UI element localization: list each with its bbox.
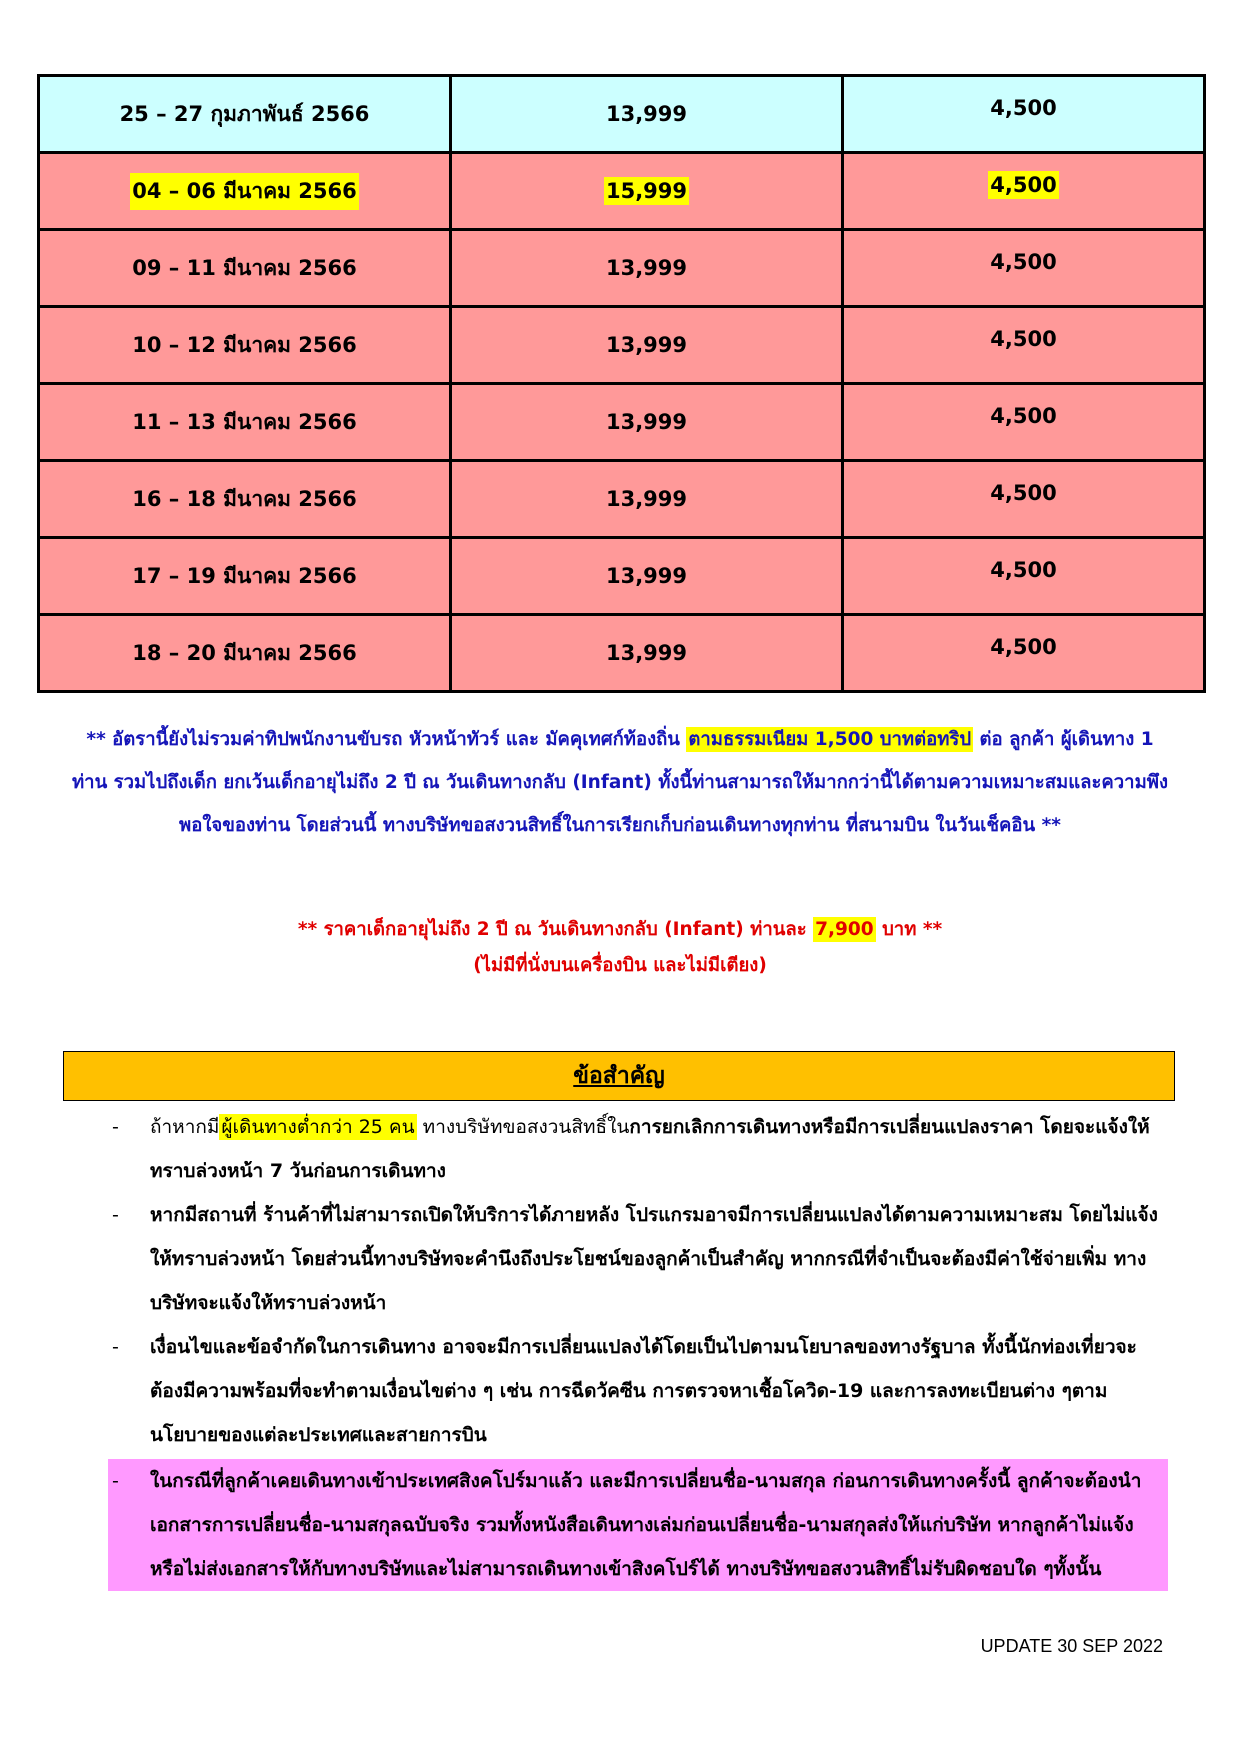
extra-charge-value: 4,500 <box>990 481 1057 505</box>
extra-charge-value: 4,500 <box>990 327 1057 351</box>
extra-charge-value: 4,500 <box>990 404 1057 428</box>
travel-date-cell <box>39 615 451 692</box>
bullet-dash: - <box>112 1470 119 1492</box>
travel-date-cell <box>39 461 451 538</box>
extra-charge-cell <box>843 461 1205 538</box>
price-value: 13,999 <box>605 641 688 665</box>
price-value: 13,999 <box>605 564 688 588</box>
travel-date: 10 – 12 มีนาคม 2566 <box>132 332 357 357</box>
travel-date: 16 – 18 มีนาคม 2566 <box>132 486 357 511</box>
important-item-2 <box>108 1193 1168 1325</box>
tip-note <box>70 718 1170 847</box>
travel-date: 25 – 27 กุมภาพันธ์ 2566 <box>119 101 370 126</box>
bullet-dash: - <box>112 1116 119 1138</box>
extra-charge-cell <box>843 76 1205 153</box>
price-cell <box>451 307 843 384</box>
extra-charge-cell <box>843 538 1205 615</box>
important-item-1 <box>108 1105 1168 1193</box>
important-item-3 <box>108 1325 1168 1457</box>
tip-note-highlight: ตามธรรมเนียม 1,500 บาทต่อทริป <box>688 729 972 750</box>
price-cell <box>451 76 843 153</box>
tip-note-part2: ต่อ ลูกค้า ผู้เดินทาง 1 ท่าน รวมไปถึงเด็ก ยกเว้นเด็กอายุไม่ถึง 2 ปี ณ วันเดินทางกลับ (Infant) ทั้งนี้ท่านสามารถให้มากกว่านี้ได้ตามความเหมาะสมและความพึงพอใจของท่าน โดยส่วนนี้ ทางบริษัทขอสงวนสิทธิ์ในการเรียกเก็บก่อนเดินทางทุกท่าน ที่สนามบิน ในวันเช็คอิน ** <box>71 729 1168 836</box>
extra-charge-cell <box>843 384 1205 461</box>
travel-date: 18 – 20 มีนาคม 2566 <box>132 640 357 665</box>
important-list <box>108 1105 1168 1591</box>
price-value: 15,999 <box>605 179 688 203</box>
extra-charge-cell <box>843 230 1205 307</box>
travel-date-cell <box>39 230 451 307</box>
item1-highlight: ผู้เดินทางต่ำกว่า 25 คน <box>221 1116 415 1138</box>
travel-date-cell <box>39 384 451 461</box>
price-cell <box>451 384 843 461</box>
infant-note <box>70 912 1170 984</box>
extra-charge-cell <box>843 153 1205 230</box>
price-row <box>39 461 1205 538</box>
price-cell <box>451 230 843 307</box>
price-cell <box>451 615 843 692</box>
price-value: 13,999 <box>605 102 688 126</box>
important-item-4 <box>108 1459 1168 1591</box>
extra-charge-cell <box>843 615 1205 692</box>
price-row <box>39 153 1205 230</box>
item1-mid: ทางบริษัทขอสงวนสิทธิ์ใน <box>416 1116 630 1138</box>
extra-charge-value: 4,500 <box>990 558 1057 582</box>
price-row <box>39 76 1205 153</box>
travel-date-cell <box>39 307 451 384</box>
infant-note-line2: (ไม่มีที่นั่งบนเครื่องบิน และไม่มีเตียง) <box>473 955 767 976</box>
price-row <box>39 230 1205 307</box>
travel-date: 09 – 11 มีนาคม 2566 <box>132 255 357 280</box>
travel-date-cell <box>39 153 451 230</box>
item3-text: เงื่อนไขและข้อจำกัดในการเดินทาง อาจจะมีการเปลี่ยนแปลงได้โดยเป็นไปตามนโยบาลของทางรัฐบาล ทั้งนี้นักท่องเที่ยวจะต้องมีความพร้อมที่จะทำตามเงื่อนไขต่าง ๆ เช่น การฉีดวัคซีน การตรวจหาเชื้อโควิด-19 และการลงทะเบียนต่าง ๆตามนโยบายของแต่ละประเทศและสายการบิน <box>150 1336 1137 1446</box>
bullet-dash: - <box>112 1336 119 1358</box>
extra-charge-value: 4,500 <box>990 173 1057 197</box>
item1-bold: การยกเลิกการเดินทางหรือมีการเปลี่ยนแปลงราคา โดยจะแจ้งให้ทราบล่วงหน้า 7 วันก่อนการเดินทาง <box>150 1116 1150 1182</box>
price-cell <box>451 461 843 538</box>
price-row <box>39 538 1205 615</box>
bullet-dash: - <box>112 1204 119 1226</box>
price-value: 13,999 <box>605 487 688 511</box>
extra-charge-value: 4,500 <box>990 250 1057 274</box>
travel-date-cell <box>39 76 451 153</box>
item1-pre: ถ้าหากมี <box>150 1116 220 1138</box>
infant-note-line1 <box>70 912 1170 948</box>
price-row <box>39 384 1205 461</box>
update-date: UPDATE 30 SEP 2022 <box>980 1636 1163 1656</box>
price-table-body <box>39 76 1205 692</box>
price-cell <box>451 153 843 230</box>
travel-date: 04 – 06 มีนาคม 2566 <box>130 173 359 210</box>
important-title: ข้อสำคัญ <box>573 1063 665 1089</box>
extra-charge-value: 4,500 <box>990 96 1057 120</box>
travel-date: 11 – 13 มีนาคม 2566 <box>132 409 357 434</box>
infant-note-suffix: บาท ** <box>875 919 943 940</box>
extra-charge-cell <box>843 307 1205 384</box>
price-value: 13,999 <box>605 410 688 434</box>
price-value: 13,999 <box>605 333 688 357</box>
price-row <box>39 307 1205 384</box>
price-cell <box>451 538 843 615</box>
price-value: 13,999 <box>605 256 688 280</box>
price-table <box>37 74 1206 693</box>
travel-date: 17 – 19 มีนาคม 2566 <box>132 563 357 588</box>
travel-date-cell <box>39 538 451 615</box>
price-row <box>39 615 1205 692</box>
infant-price: 7,900 <box>815 919 874 940</box>
tip-note-part1: ** อัตรานี้ยังไม่รวมค่าทิปพนักงานขับรถ หัวหน้าทัวร์ และ มัคคุเทศก์ท้องถิ่น <box>86 729 687 750</box>
infant-note-prefix: ** ราคาเด็กอายุไม่ถึง 2 ปี ณ วันเดินทางกลับ (Infant) ท่านละ <box>297 919 814 940</box>
item2-text: หากมีสถานที่ ร้านค้าที่ไม่สามารถเปิดให้บริการได้ภายหลัง โปรแกรมอาจมีการเปลี่ยนแปลงได้ตามความเหมาะสม โดยไม่แจ้งให้ทราบล่วงหน้า โดยส่วนนี้ทางบริษัทจะคำนึงถึงประโยชน์ของลูกค้าเป็นสำคัญ หากกรณีที่จำเป็นจะต้องมีค่าใช้จ่ายเพิ่ม ทางบริษัทจะแจ้งให้ทราบล่วงหน้า <box>150 1204 1158 1314</box>
item4-text: ในกรณีที่ลูกค้าเคยเดินทางเข้าประเทศสิงคโปร์มาแล้ว และมีการเปลี่ยนชื่อ-นามสกุล ก่อนการเดินทางครั้งนี้ ลูกค้าจะต้องนำเอกสารการเปลี่ยนชื่อ-นามสกุลฉบับจริง รวมทั้งหนังสือเดินทางเล่มก่อนเปลี่ยนชื่อ-นามสกุลส่งให้แก่บริษัท หากลูกค้าไม่แจ้งหรือไม่ส่งเอกสารให้กับทางบริษัทและไม่สามารถเดินทางเข้าสิงคโปร์ได้ ทางบริษัทขอสงวนสิทธิ์ไม่รับผิดชอบใด ๆทั้งนั้น <box>150 1470 1142 1580</box>
important-header <box>63 1051 1175 1101</box>
extra-charge-value: 4,500 <box>990 635 1057 659</box>
